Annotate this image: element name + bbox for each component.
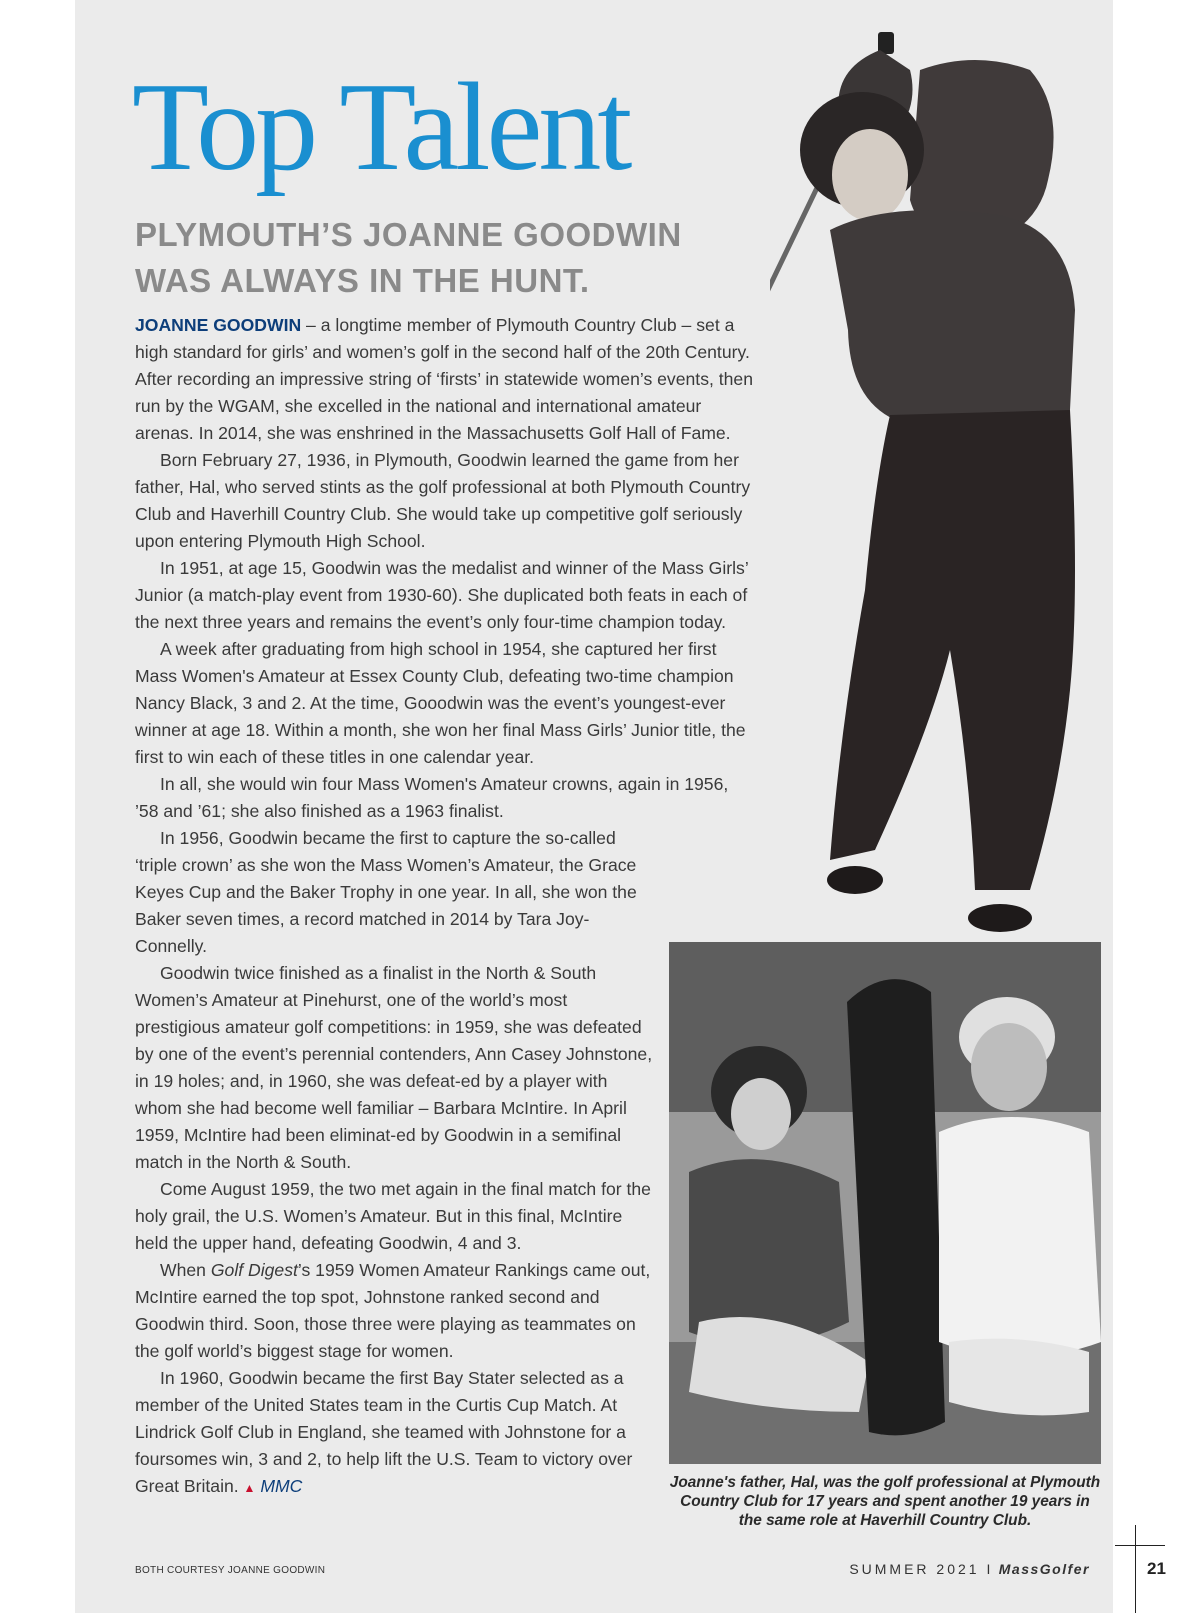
paragraph-4: A week after graduating from high school in 1954, she captured her first Mass Women's Amateur at Essex County Club, defeating two-time champion Nancy Black, 3 and 2. At the time, Gooodwin was the event’s youngest-ever winner at age 18. Within a month, she won her final Mass Girls’ Junior title, the first to win each of these titles in one calendar year. (135, 639, 746, 767)
golfer-left-shoe (827, 866, 883, 894)
paragraph-8: Come August 1959, the two met again in the final match for the holy grail, the U.S. Women’s Amateur. But in this final, McIntire held the upper hand, defeating Goodwin, 4 and 3. (135, 1179, 651, 1253)
page-number: 21 (1147, 1559, 1166, 1578)
subtitle-line-1: PLYMOUTH’S JOANNE GOODWIN (135, 216, 682, 253)
author-signature: MMC (260, 1476, 303, 1496)
end-mark-icon: ▲ (243, 1481, 256, 1495)
folio-separator: I (986, 1561, 994, 1577)
paragraph-10 (135, 1365, 657, 1502)
paragraph-1 (135, 312, 753, 447)
paragraph-9 (135, 1257, 657, 1365)
golfer-trousers (830, 410, 1075, 890)
article-title: Top Talent (132, 58, 629, 197)
photo-caption: Joanne's father, Hal, was the golf professional at Plymouth Country Club for 17 years and spent another 19 years in the same role at Haverhill Country Club. (669, 1474, 1101, 1529)
photo-credit: BOTH COURTESY JOANNE GOODWIN (135, 1565, 326, 1576)
paragraph-7: Goodwin twice finished as a finalist in the North & South Women’s Amateur at Pinehurst, one of the world’s most prestigious amateur golf competitions: in 1959, she was defeated by one of the event’s perennial contenders, Ann Casey Johnstone, in 19 holes; and, in 1960, she was defeat-ed by a player with whom she had become well familiar – Barbara McIntire. In April 1959, McIntire had been eliminat-ed by Goodwin in a semifinal match in the North & South. (135, 963, 653, 1172)
article-body (135, 312, 753, 1502)
father-shirt (939, 1117, 1101, 1357)
paragraph-10-text: In 1960, Goodwin became the first Bay Stater selected as a member of the United States team in the Curtis Cup Match. At Lindrick Golf Club in England, she teamed with Johnstone for a foursomes win, 3 and 2, to help lift the U.S. Team to victory over Great Britain. (135, 1368, 633, 1496)
golfer-face (832, 129, 908, 221)
crop-mark-horizontal (1115, 1545, 1165, 1546)
paragraph-3: In 1951, at age 15, Goodwin was the medalist and winner of the Mass Girls’ Junior (a match-play event from 1930-60). She duplicated both feats in each of the next three years and remains the event’s only four-time champion today. (135, 558, 749, 632)
daughter-blouse (689, 1159, 849, 1345)
magazine-name: MassGolfer (993, 1561, 1090, 1577)
father-daughter-photo (669, 942, 1101, 1464)
issue-date: SUMMER 2021 (849, 1561, 987, 1577)
daughter-face (731, 1078, 791, 1150)
article-subtitle (135, 212, 775, 304)
golf-digest-title: Golf Digest (210, 1260, 298, 1280)
father-daughter-photo-art (669, 942, 1101, 1464)
golfer-swing-photo (770, 30, 1110, 950)
subtitle-line-2: WAS ALWAYS IN THE HUNT. (135, 262, 590, 299)
father-face (971, 1023, 1047, 1111)
lead-name: JOANNE GOODWIN (135, 315, 302, 335)
paragraph-1-text: – a longtime member of Plymouth Country Club – set a high standard for girls’ and women’s golf in the second half of the 20th Century. After recording an impressive string of ‘firsts’ in statewide women’s events, then run by the WGAM, she excelled in the national and international amateur arenas. In 2014, she was enshrined in the Massachusetts Golf Hall of Fame. (135, 315, 754, 443)
golfer-right-shoe (968, 904, 1032, 932)
paragraph-9-after: ’s 1959 Women Amateur Rankings came out, McIntire earned the top spot, Johnstone ranked second and Goodwin third. Soon, those three were playing as teammates on the golf world’s biggest stage for women. (135, 1260, 651, 1361)
paragraph-5: In all, she would win four Mass Women's Amateur crowns, again in 1956, ’58 and ’61; she also finished as a 1963 finalist. (135, 774, 729, 821)
folio (849, 1561, 1090, 1577)
paragraph-2: Born February 27, 1936, in Plymouth, Goodwin learned the game from her father, Hal, who served stints as the golf professional at both Plymouth Country Club and Haverhill Country Club. She would take up competitive golf seriously upon entering Plymouth High School. (135, 450, 751, 551)
paragraph-9-before: When (160, 1260, 211, 1280)
golfer-sweater (830, 210, 1075, 426)
paragraph-6: In 1956, Goodwin became the first to capture the so-called ‘triple crown’ as she won the Mass Women’s Amateur, the Grace Keyes Cup and the Baker Trophy in one year. In all, she won the Baker seven times, a record matched in 2014 by Tara Joy-Connelly. (135, 828, 637, 956)
crop-mark-vertical (1135, 1525, 1136, 1613)
father-trousers (949, 1339, 1089, 1416)
